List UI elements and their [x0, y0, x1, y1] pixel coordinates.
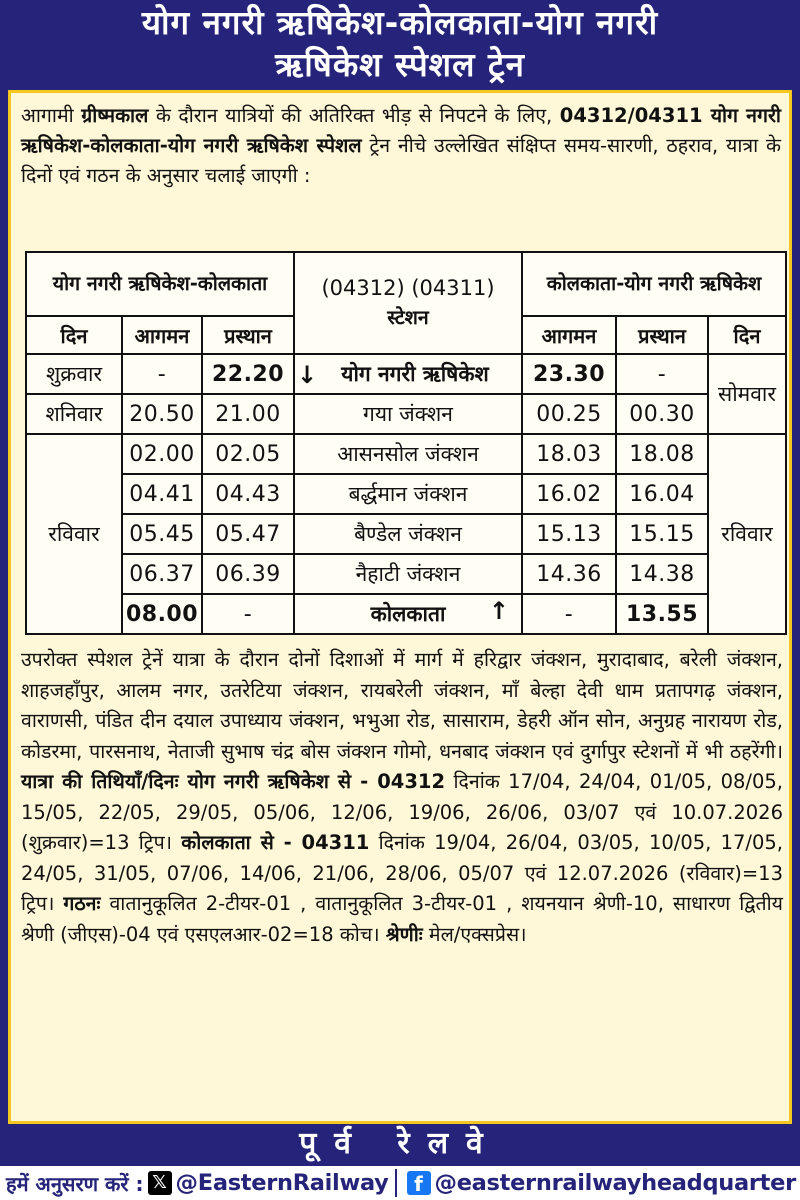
station-name: नैहाटी जंक्शन: [294, 554, 522, 594]
left-group-header: योग नगरी ऋषिकेश-कोलकाता: [26, 252, 294, 316]
departure-right: 16.04: [616, 474, 708, 514]
departure-right: 18.08: [616, 434, 708, 474]
departure-left: 06.39: [202, 554, 294, 594]
departure-right: 00.30: [616, 394, 708, 434]
station-cell: [294, 354, 522, 394]
header-title-line2: ऋषिकेश स्पेशल ट्रेन: [275, 45, 525, 84]
class-value: मेल/एक्सप्रेस।: [422, 922, 527, 946]
arrow-up-icon: ↑: [488, 597, 509, 625]
day-left: रविवार: [26, 434, 122, 634]
departure-left: 05.47: [202, 514, 294, 554]
arrival-right: 15.13: [522, 514, 616, 554]
x-logo-icon[interactable]: 𝕏: [148, 1171, 172, 1195]
footer-title: पूर्व रेलवे: [0, 1124, 800, 1164]
timetable: [25, 251, 787, 635]
intro-season: ग्रीष्मकाल: [81, 104, 149, 127]
departure-right: -: [616, 354, 708, 394]
arrival-left: 05.45: [122, 514, 202, 554]
col-day-left: दिन: [26, 316, 122, 354]
station-header: [294, 252, 522, 354]
x-handle-link[interactable]: @EasternRailway: [175, 1170, 389, 1196]
right-group-header: कोलकाता-योग नगरी ऋषिकेश: [522, 252, 786, 316]
notes-paragraph: [21, 645, 783, 950]
facebook-logo-icon[interactable]: f: [407, 1171, 431, 1195]
train-numbers: (04312) (04311): [321, 276, 495, 300]
arrow-down-icon: ↓: [297, 361, 318, 389]
departure-right: 15.15: [616, 514, 708, 554]
col-departure-left: प्रस्थान: [202, 316, 294, 354]
intro-text: आगामी: [21, 104, 82, 127]
from-kolkata-label: कोलकाता से - 04311: [181, 831, 370, 854]
departure-left: 21.00: [202, 394, 294, 434]
notice-panel: [8, 90, 792, 1124]
departure-left: 02.05: [202, 434, 294, 474]
composition-text: वातानुकूलित 2-टीयर-01 , वातानुकूलित 3-टीयर-01 , शयनयान श्रेणी-10, साधारण द्वितीय श्रेणी (जीएस)-04 एवं एसएलआर-02=18 कोच।: [21, 892, 783, 946]
follow-label: हमें अनुसरण करें :: [6, 1171, 144, 1196]
day-left: शनिवार: [26, 394, 122, 434]
arrival-right: -: [522, 594, 616, 634]
arrival-left: 02.00: [122, 434, 202, 474]
dates-label: यात्रा की तिथियाँ/दिनः योग नगरी ऋषिकेश से - 04312: [21, 770, 446, 793]
col-departure-right: प्रस्थान: [616, 316, 708, 354]
station-name: गया जंक्शन: [294, 394, 522, 434]
table-row: [26, 514, 786, 554]
composition-label: गठनः: [63, 892, 101, 915]
intro-train-name: 04312/04311 योग नगरी ऋषिकेश-कोलकाता-योग नगरी ऋषिकेश स्पेशल: [21, 104, 781, 157]
station-name: बैण्डेल जंक्शन: [294, 514, 522, 554]
day-right: रविवार: [708, 434, 786, 634]
intro-paragraph: [21, 101, 781, 191]
dates-up: दिनांक 17/04, 24/04, 01/05, 08/05, 15/05, 22/05, 29/05, 05/06, 12/06, 19/06, 26/06, 03/07 एवं 10.07.2026 (शुक्रवार)=13 ट्रिप।: [21, 770, 784, 854]
departure-right: 14.38: [616, 554, 708, 594]
table-row: [26, 554, 786, 594]
table-row: [26, 394, 786, 434]
departure-left: 22.20: [202, 354, 294, 394]
col-day-right: दिन: [708, 316, 786, 354]
departure-left: -: [202, 594, 294, 634]
arrival-left: 08.00: [122, 594, 202, 634]
arrival-left: 06.37: [122, 554, 202, 594]
station-name: योग नगरी ऋषिकेश: [341, 362, 489, 386]
station-name: बर्द्धमान जंक्शन: [294, 474, 522, 514]
class-label: श्रेणीः: [385, 922, 423, 946]
social-bar: [0, 1164, 800, 1200]
arrival-right: 23.30: [522, 354, 616, 394]
table-row: [26, 594, 786, 634]
table-row: [26, 434, 786, 474]
arrival-left: 20.50: [122, 394, 202, 434]
arrival-right: 14.36: [522, 554, 616, 594]
page-header: [0, 0, 800, 88]
col-arrival-right: आगमन: [522, 316, 616, 354]
facebook-handle-link[interactable]: @easternrailwayheadquarter: [434, 1170, 796, 1196]
intro-text: ट्रेन नीचे उल्लेखित संक्षिप्त समय-सारणी, ठहराव, यात्रा के दिनों एवं गठन के अनुसार चलाई जाएगी :: [21, 134, 782, 187]
arrival-right: 00.25: [522, 394, 616, 434]
departure-right: 13.55: [616, 594, 708, 634]
arrival-right: 18.03: [522, 434, 616, 474]
dates-down: दिनांक 19/04, 26/04, 03/05, 10/05, 17/05, 24/05, 31/05, 07/06, 14/06, 21/06, 28/06, 05/07 एवं 12.07.2026 (रविवार)=13 ट्रिप।: [21, 831, 783, 915]
col-arrival-left: आगमन: [122, 316, 202, 354]
station-label: स्टेशन: [387, 306, 429, 329]
arrival-left: -: [122, 354, 202, 394]
day-left: शुक्रवार: [26, 354, 122, 394]
station-name: कोलकाता: [370, 602, 446, 626]
header-title-line1: योग नगरी ऋषिकेश-कोलकाता-योग नगरी: [141, 3, 659, 42]
table-row: [26, 474, 786, 514]
station-name: आसनसोल जंक्शन: [294, 434, 522, 474]
arrival-right: 16.02: [522, 474, 616, 514]
intro-text: के दौरान यात्रियों की अतिरिक्त भीड़ से निपटने के लिए,: [148, 104, 560, 127]
table-row: [26, 354, 786, 394]
stoppages-text: उपरोक्त स्पेशल ट्रेनें यात्रा के दौरान दोनों दिशाओं में मार्ग में हरिद्वार जंक्शन, मुरादाबाद, बरेली जंक्शन, शाहजहाँपुर, आलम नगर, उतरेटिया जंक्शन, रायबरेली जंक्शन, माँ बेल्हा देवी धाम प्रतापगढ़ जंक्शन, वाराणसी, पंडित दीन दयाल उपाध्याय जंक्शन, भभुआ रोड, सासाराम, डेहरी ऑन सोन, अनुग्रह नारायण रोड, कोडरमा, पारसनाथ, नेताजी सुभाष चंद्र बोस जंक्शन गोमो, धनबाद जंक्शन एवं दुर्गापुर स्टेशनों में भी ठहरेंगी।: [21, 648, 783, 763]
departure-left: 04.43: [202, 474, 294, 514]
day-right: सोमवार: [708, 354, 786, 434]
divider: [395, 1169, 397, 1197]
arrival-left: 04.41: [122, 474, 202, 514]
station-cell: [294, 594, 522, 634]
